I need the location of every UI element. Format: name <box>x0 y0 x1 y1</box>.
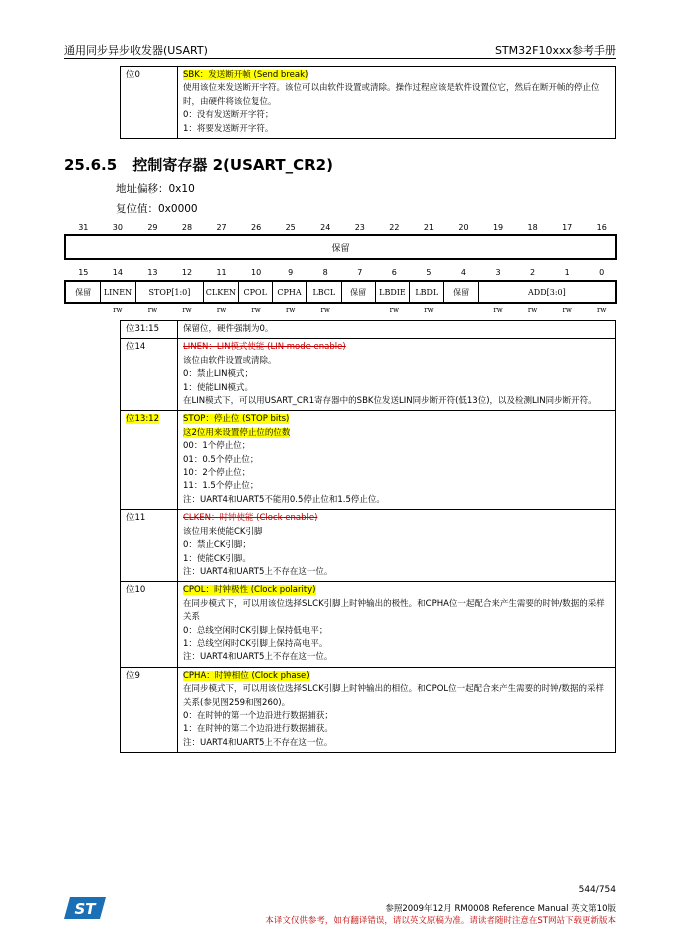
section-number: 25.6.5 <box>64 156 118 174</box>
bit-description <box>178 321 616 339</box>
desc-line: 在同步模式下，可以用该位选择SLCK引脚上时钟输出的相位。和CPOL位一起配合来产生需要的时钟/数据的采样关系(参见图259和图260)。 <box>183 684 604 708</box>
bit-label-text: 位11 <box>126 513 146 524</box>
bit-number: 0 <box>599 268 605 277</box>
translation-notice: 本译文仅供参考，如有翻译错误，请以英文原稿为准。请读者随时注意在ST网站下载更新版本 <box>265 916 616 926</box>
bit-description <box>178 411 616 510</box>
desc-line: 0：在时钟的第一个边沿进行数据捕获； <box>183 710 333 721</box>
bit-label <box>121 582 178 667</box>
bit-description <box>178 582 616 667</box>
bit-number: 28 <box>181 223 193 232</box>
register-field: CPHA <box>272 282 306 302</box>
st-logo <box>64 895 106 921</box>
logo-text: ST <box>74 900 96 918</box>
rw-marker: rw <box>424 306 434 314</box>
bit-label-text: 位9 <box>126 670 140 681</box>
desc-line: 该位由软件设置或清除。 <box>183 355 277 366</box>
desc-line: 10：2个停止位； <box>183 468 251 479</box>
bit-number: 24 <box>320 223 331 232</box>
desc-line: STOP：停止位 (STOP bits) <box>183 414 290 425</box>
header-right: STM32F10xxx参考手册 <box>494 44 616 57</box>
bit-description <box>178 67 616 139</box>
bit-number: 17 <box>562 223 573 232</box>
rw-marker: rw <box>562 306 572 314</box>
bit-description-table <box>120 320 616 753</box>
page-number: 544/754 <box>578 885 616 895</box>
desc-line: 注：UART4和UART5不能用0.5停止位和1.5停止位。 <box>183 494 385 505</box>
desc-line: 注：UART4和UART5上不存在这一位。 <box>183 566 333 577</box>
desc-line: CLKEN：时钟使能 (Clock enable) <box>183 513 318 524</box>
register-low-box <box>64 280 617 304</box>
bit-number: 26 <box>251 223 262 232</box>
desc-line: 0：禁止LIN模式； <box>183 369 254 380</box>
desc-line: 注：UART4和UART5上不存在这一位。 <box>183 652 333 663</box>
bit-number: 13 <box>147 268 158 277</box>
register-field: 保留 <box>75 287 92 297</box>
bit-number: 20 <box>458 223 469 232</box>
bit-label <box>121 510 178 582</box>
table-row <box>121 67 616 139</box>
section-heading <box>64 154 333 175</box>
bit-label <box>121 411 178 510</box>
bit-number: 3 <box>495 268 501 277</box>
rw-marker: rw <box>389 306 400 314</box>
address-offset: 地址偏移：0x10 <box>116 183 195 195</box>
register-field: 保留 <box>443 282 477 302</box>
bit-number: 18 <box>527 223 538 232</box>
bit-number: 25 <box>285 223 296 232</box>
bit-number: 30 <box>112 223 123 232</box>
bit-number: 9 <box>288 268 294 277</box>
desc-line: CPOL：时钟极性 (Clock polarity) <box>183 585 316 596</box>
rw-marker: rw <box>113 306 123 314</box>
register-field: LINEN <box>100 282 134 302</box>
bit-number: 15 <box>78 268 89 277</box>
bit-number: 7 <box>357 268 363 277</box>
desc-line: LINEN：LIN模式使能 (LIN mode enable) <box>183 342 346 353</box>
register-field: LBDIE <box>375 282 409 302</box>
bit-number: 12 <box>181 268 193 277</box>
bit-number: 4 <box>460 268 467 277</box>
table-row <box>121 510 616 582</box>
desc-line: 1：将要发送断开字符。 <box>183 123 274 134</box>
table-row <box>121 582 616 667</box>
bit-number: 16 <box>596 223 607 232</box>
desc-line: 0：总线空闲时CK引脚上保持低电平； <box>183 625 328 636</box>
desc-line: 在LIN模式下，可以用USART_CR1寄存器中的SBK位发送LIN同步断开符(低13位)，以及检测LIN同步断开符。 <box>183 396 597 407</box>
rw-marker: rw <box>216 306 227 314</box>
register-field: 保留 <box>341 282 375 302</box>
rw-marker: rw <box>527 306 538 314</box>
desc-line: CPHA：时钟相位 (Clock phase) <box>183 670 310 681</box>
desc-line: 1：使能CK引脚。 <box>183 553 251 564</box>
bit-label-text: 位13:12 <box>126 414 159 425</box>
rw-marker: rw <box>320 306 330 314</box>
bit-number: 5 <box>426 268 432 277</box>
register-field: LBCL <box>306 282 340 302</box>
bit-description <box>178 667 616 752</box>
bit-label-text: 位10 <box>126 585 146 596</box>
bit-label-text: 位14 <box>126 342 146 353</box>
desc-line: 01：0.5个停止位； <box>183 454 259 465</box>
desc-line: 0：禁止CK引脚； <box>183 540 251 551</box>
register-field: CLKEN <box>203 282 237 302</box>
desc-line: 保留位，硬件强制为0。 <box>183 324 274 334</box>
bit-label-text: 位31:15 <box>126 324 159 334</box>
register-field: CPOL <box>238 282 272 302</box>
bit-number: 21 <box>423 223 434 232</box>
bit-number: 10 <box>251 268 262 277</box>
bit-title: SBK：发送断开帧 (Send break) <box>183 70 309 80</box>
rw-marker: rw <box>285 306 296 314</box>
register-high-box <box>64 234 617 260</box>
rw-marker: rw <box>493 306 503 314</box>
bit-description <box>178 510 616 582</box>
reference-note: 参照2009年12月 RM0008 Reference Manual 英文第10版 <box>385 904 616 914</box>
bit-description <box>178 339 616 411</box>
table-row <box>121 339 616 411</box>
desc-line: 在同步模式下，可以用该位选择SLCK引脚上时钟输出的极性。和CPHA位一起配合来产生需要的时钟/数据的采样关系 <box>183 598 605 623</box>
rw-marker: rw <box>597 306 607 314</box>
bit-label <box>121 321 178 339</box>
desc-line: 1：在时钟的第二个边沿进行数据捕获。 <box>183 724 333 735</box>
bit-number: 19 <box>492 223 504 232</box>
table-row <box>121 321 616 339</box>
bit-label <box>121 667 178 752</box>
bit-number: 27 <box>216 223 227 232</box>
desc-line: 1：使能LIN模式。 <box>183 382 254 393</box>
reserved-field: 保留 <box>331 243 350 254</box>
bit-number: 29 <box>147 223 158 232</box>
rw-marker: rw <box>251 306 261 314</box>
bit-number: 1 <box>564 268 570 277</box>
bit-label: 位0 <box>121 67 178 139</box>
top-bit-table <box>120 66 616 139</box>
bit-number: 2 <box>530 268 536 277</box>
desc-line: 1：总线空闲时CK引脚上保持高电平。 <box>183 638 328 649</box>
desc-line: 注：UART4和UART5上不存在这一位。 <box>183 737 333 748</box>
table-row <box>121 667 616 752</box>
desc-line: 该位用来使能CK引脚 <box>183 526 263 537</box>
reset-value: 复位值：0x0000 <box>116 203 198 215</box>
bit-label <box>121 339 178 411</box>
bit-number: 11 <box>216 268 227 277</box>
register-field: LBDL <box>409 282 443 302</box>
table-row <box>121 411 616 510</box>
section-title: 控制寄存器 2(USART_CR2) <box>132 156 333 174</box>
desc-line: 00：1个停止位； <box>183 441 251 452</box>
register-field: STOP[1:0] <box>135 282 204 302</box>
bit-number: 23 <box>354 223 365 232</box>
desc-line: 使用该位来发送断开字符。该位可以由软件设置或清除。操作过程应该是软件设置位它，然后在断开帧的停止位时，由硬件将该位复位。 <box>183 83 600 107</box>
register-field: ADD[3:0] <box>478 282 615 302</box>
rw-marker: rw <box>182 306 192 314</box>
bit-number: 31 <box>78 223 89 232</box>
desc-line: 这2位用来设置停止位的位数 <box>183 427 291 438</box>
desc-line: 11：1.5个停止位； <box>183 481 259 492</box>
header-left: 通用同步异步收发器(USART) <box>64 44 208 57</box>
rw-marker: rw <box>147 306 158 314</box>
bit-number: 8 <box>322 268 328 277</box>
desc-line: 0：没有发送断开字符； <box>183 110 274 121</box>
bit-number: 14 <box>112 268 123 277</box>
header-rule <box>64 58 616 59</box>
bit-number: 22 <box>389 223 400 232</box>
bit-number: 6 <box>391 268 397 277</box>
